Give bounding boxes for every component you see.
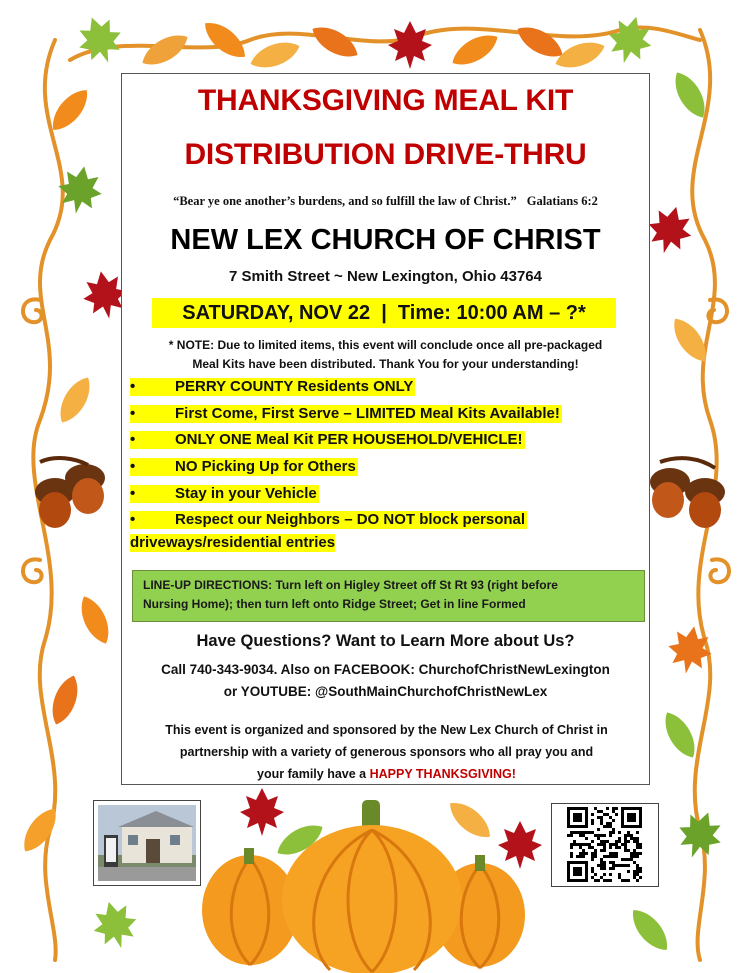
church-name: NEW LEX CHURCH OF CHRIST	[170, 224, 601, 256]
bullet-icon: •	[130, 484, 136, 502]
title-line-1: THANKSGIVING MEAL KIT	[197, 84, 574, 117]
list-item-text: ONLY ONE Meal Kit PER HOUSEHOLD/VEHICLE!	[175, 431, 523, 449]
list-item	[130, 456, 645, 483]
limited-items-note	[122, 336, 649, 374]
bullet-icon: •	[130, 458, 136, 476]
lineup-directions-box	[132, 570, 645, 622]
list-item-text: NO Picking Up for Others	[175, 458, 356, 476]
list-item	[130, 429, 645, 456]
list-item	[130, 483, 645, 510]
pumpkin-icon	[202, 788, 542, 973]
qr-code-icon[interactable]	[551, 803, 659, 887]
rules-list	[130, 376, 645, 554]
note-line-1: * NOTE: Due to limited items, this event will conclude once all pre-packaged	[168, 338, 603, 352]
questions-heading: Have Questions? Want to Learn More about Us?	[196, 632, 575, 650]
acorn-icon	[35, 458, 105, 528]
verse-reference: Galatians 6:2	[526, 194, 598, 208]
happy-thanksgiving-text: HAPPY THANKSGIVING!	[369, 767, 516, 781]
contact-line-2: or YOUTUBE: @SouthMainChurchofChristNewLex	[223, 684, 548, 699]
lineup-line-1: LINE-UP DIRECTIONS: Turn left on Higley Street off St Rt 93 (right before	[143, 578, 558, 592]
church-photo	[93, 800, 201, 886]
sponsor-line-2: partnership with a variety of generous sponsors who all pray you and	[179, 745, 594, 759]
acorn-icon	[650, 458, 725, 528]
sponsor-line-3-text: your family have a	[257, 767, 370, 781]
list-item-text: First Come, First Serve – LIMITED Meal Kits Available!	[175, 404, 560, 422]
bullet-icon: •	[130, 404, 136, 422]
list-item	[130, 403, 645, 430]
bullet-icon: •	[130, 431, 136, 449]
church-address: 7 Smith Street ~ New Lexington, Ohio 43764	[228, 268, 542, 285]
lineup-line-2: Nursing Home); then turn left onto Ridge Street; Get in line Formed	[143, 597, 526, 611]
list-item	[130, 509, 645, 554]
note-line-2: Meal Kits have been distributed. Thank You for your understanding!	[192, 357, 579, 371]
verse-quote: “Bear ye one another’s burdens, and so fulfill the law of Christ.”	[173, 194, 517, 208]
flyer-panel	[121, 73, 650, 785]
event-date-time: SATURDAY, NOV 22 | Time: 10:00 AM – ?*	[152, 298, 616, 328]
list-item-continuation: driveways/residential entries	[130, 533, 336, 551]
bullet-icon: •	[130, 378, 136, 395]
list-item-text: PERRY COUNTY Residents ONLY	[175, 378, 414, 395]
bullet-icon: •	[130, 511, 136, 529]
list-item-text: Respect our Neighbors – DO NOT block personal	[175, 511, 526, 529]
list-item-text: Stay in your Vehicle	[175, 484, 317, 502]
scripture-verse	[122, 194, 649, 209]
contact-info	[122, 659, 649, 703]
title-line-2: DISTRIBUTION DRIVE-THRU	[184, 138, 587, 171]
sponsor-statement	[128, 719, 645, 785]
contact-line-1: Call 740-343-9034. Also on FACEBOOK: ChurchofChristNewLexington	[161, 662, 610, 677]
sponsor-line-1: This event is organized and sponsored by the New Lex Church of Christ in	[165, 723, 608, 737]
sponsor-line-3	[128, 763, 645, 785]
list-item	[130, 376, 645, 403]
